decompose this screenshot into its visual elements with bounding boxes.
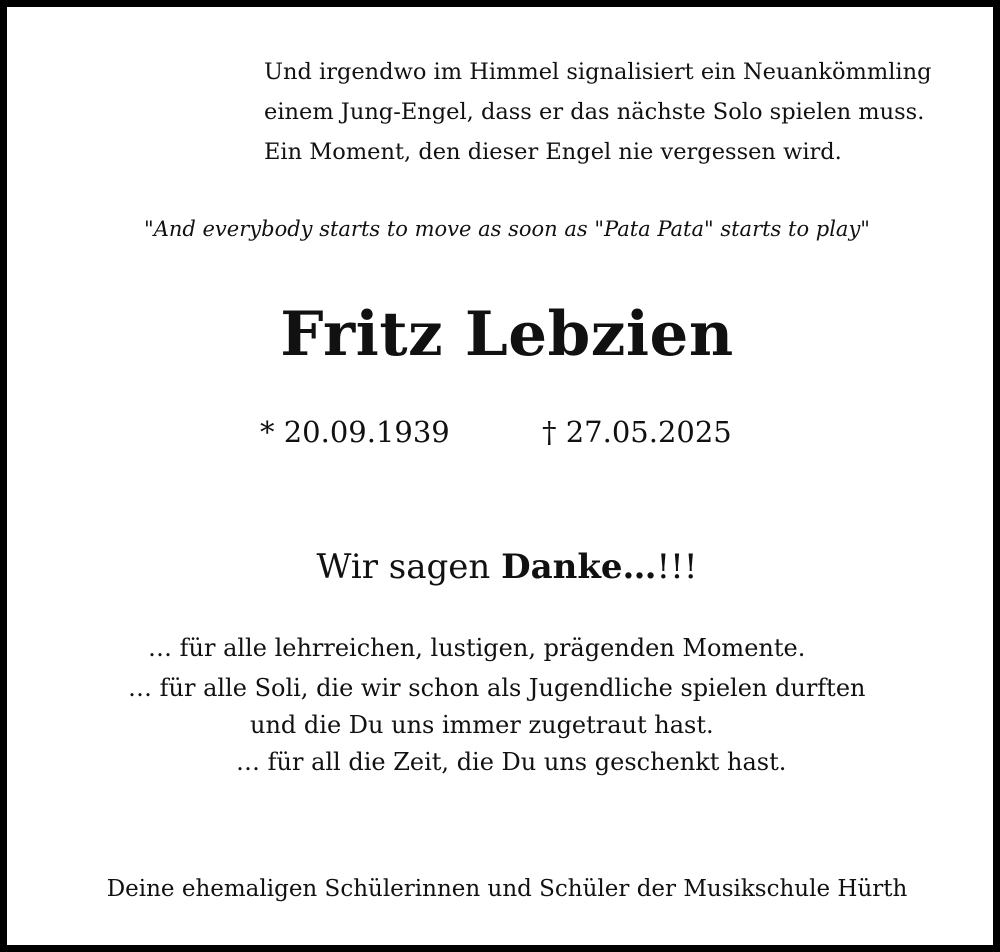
thanks-line-3: und die Du uns immer zugetraut hast. [250, 711, 714, 739]
thanks-heading [7, 547, 1000, 587]
verse-line-1: Und irgendwo im Himmel signalisiert ein Neuankömmling [264, 59, 932, 85]
verse-line-2: einem Jung-Engel, dass er das nächste Solo spielen muss. [264, 99, 925, 125]
song-quote: "And everybody starts to move as soon as "Pata Pata" starts to play" [144, 217, 870, 241]
signature-footer: Deine ehemaligen Schülerinnen und Schüler der Musikschule Hürth [106, 876, 908, 902]
thanks-line-1: … für alle lehrreichen, lustigen, prägenden Momente. [148, 634, 806, 662]
death-date: † 27.05.2025 [542, 415, 732, 449]
verse-line-3: Ein Moment, den dieser Engel nie vergessen wird. [264, 139, 842, 165]
thanks-bold: Danke… [501, 547, 657, 587]
thanks-line-4: … für all die Zeit, die Du uns geschenkt hast. [236, 748, 787, 776]
deceased-name: Fritz Lebzien [280, 299, 734, 370]
thanks-suffix: !!! [656, 547, 698, 587]
thanks-prefix: Wir sagen [316, 547, 502, 587]
birth-date: * 20.09.1939 [260, 415, 450, 449]
thanks-line-2: … für alle Soli, die wir schon als Jugendliche spielen durften [128, 674, 866, 702]
